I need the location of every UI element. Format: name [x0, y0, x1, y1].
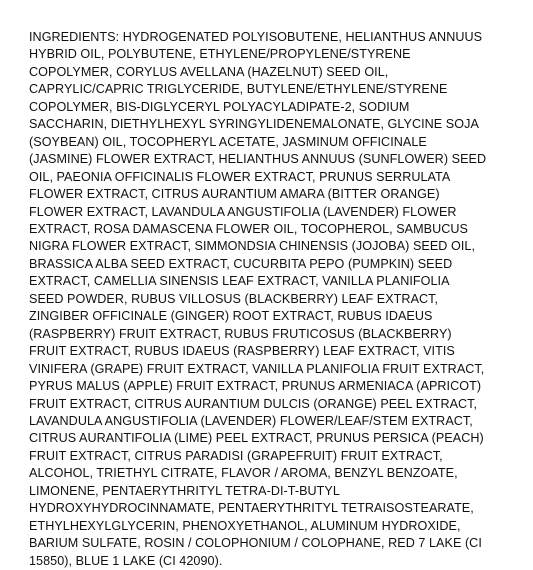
- ingredients-line: EXTRACT, CAMELLIA SINENSIS LEAF EXTRACT, VANILLA PLANIFOLIA: [29, 274, 450, 289]
- ingredients-line: ETHYLHEXYLGLYCERIN, PHENOXYETHANOL, ALUMINUM HYDROXIDE,: [29, 518, 461, 533]
- ingredients-line: FLOWER EXTRACT, CITRUS AURANTIUM AMARA (BITTER ORANGE): [29, 187, 440, 202]
- ingredients-line: INGREDIENTS: HYDROGENATED POLYISOBUTENE, HELIANTHUS ANNUUS: [29, 30, 483, 44]
- ingredients-line: ZINGIBER OFFICINALE (GINGER) ROOT EXTRACT, RUBUS IDAEUS: [29, 309, 433, 324]
- ingredients-line: CITRUS AURANTIFOLIA (LIME) PEEL EXTRACT, PRUNUS PERSICA (PEACH): [29, 431, 484, 446]
- ingredients-line: EXTRACT, ROSA DAMASCENA FLOWER OIL, TOCOPHEROL, SAMBUCUS: [29, 221, 469, 236]
- ingredients-line: HYDROXYHYDROCINNAMATE, PENTAERYTHRITYL TETRAISOSTEARATE,: [29, 501, 474, 516]
- ingredients-line: FRUIT EXTRACT, CITRUS PARADISI (GRAPEFRUIT) FRUIT EXTRACT,: [29, 448, 443, 463]
- ingredients-line: OIL, PAEONIA OFFICINALIS FLOWER EXTRACT, PRUNUS SERRULATA: [29, 169, 451, 184]
- ingredients-line: LIMONENE, PENTAERYTHRITYL TETRA-DI-T-BUTYL: [29, 483, 340, 498]
- ingredients-line: NIGRA FLOWER EXTRACT, SIMMONDSIA CHINENSIS (JOJOBA) SEED OIL,: [29, 239, 475, 254]
- ingredients-line: (RASPBERRY) FRUIT EXTRACT, RUBUS FRUTICOSUS (BLACKBERRY): [29, 326, 452, 341]
- ingredients-line: (SOYBEAN) OIL, TOCOPHERYL ACETATE, JASMINUM OFFICINALE: [29, 134, 427, 149]
- ingredients-line: COPOLYMER, BIS-DIGLYCERYL POLYACYLADIPATE-2, SODIUM: [29, 99, 410, 114]
- ingredients-line: VINIFERA (GRAPE) FRUIT EXTRACT, VANILLA PLANIFOLIA FRUIT EXTRACT,: [29, 361, 485, 376]
- ingredients-line: SEED POWDER, RUBUS VILLOSUS (BLACKBERRY) LEAF EXTRACT,: [29, 291, 439, 306]
- ingredients-line: HYBRID OIL, POLYBUTENE, ETHYLENE/PROPYLENE/STYRENE: [29, 47, 411, 62]
- ingredients-line: (JASMINE) FLOWER EXTRACT, HELIANTHUS ANNUUS (SUNFLOWER) SEED: [29, 152, 487, 167]
- ingredients-line: PYRUS MALUS (APPLE) FRUIT EXTRACT, PRUNUS ARMENIACA (APRICOT): [29, 379, 482, 394]
- ingredients-line: FRUIT EXTRACT, RUBUS IDAEUS (RASPBERRY) LEAF EXTRACT, VITIS: [29, 344, 455, 359]
- ingredients-line: 15850), BLUE 1 LAKE (CI 42090).: [29, 553, 223, 568]
- ingredients-line: ALCOHOL, TRIETHYL CITRATE, FLAVOR / AROMA, BENZYL BENZOATE,: [29, 466, 458, 481]
- ingredients-line: COPOLYMER, CORYLUS AVELLANA (HAZELNUT) SEED OIL,: [29, 64, 389, 79]
- ingredients-line: LAVANDULA ANGUSTIFOLIA (LAVENDER) FLOWER/LEAF/STEM EXTRACT,: [29, 413, 473, 428]
- ingredients-line: FRUIT EXTRACT, CITRUS AURANTIUM DULCIS (ORANGE) PEEL EXTRACT,: [29, 396, 478, 411]
- ingredients-line: SACCHARIN, DIETHYLHEXYL SYRINGYLIDENEMALONATE, GLYCINE SOJA: [29, 117, 479, 132]
- ingredients-list: [29, 29, 509, 570]
- ingredients-line: FLOWER EXTRACT, LAVANDULA ANGUSTIFOLIA (LAVENDER) FLOWER: [29, 204, 457, 219]
- ingredients-line: BRASSICA ALBA SEED EXTRACT, CUCURBITA PEPO (PUMPKIN) SEED: [29, 256, 453, 271]
- ingredients-line: BARIUM SULFATE, ROSIN / COLOPHONIUM / COLOPHANE, RED 7 LAKE (CI: [29, 536, 482, 551]
- ingredients-line: CAPRYLIC/CAPRIC TRIGLYCERIDE, BUTYLENE/ETHYLENE/STYRENE: [29, 82, 448, 97]
